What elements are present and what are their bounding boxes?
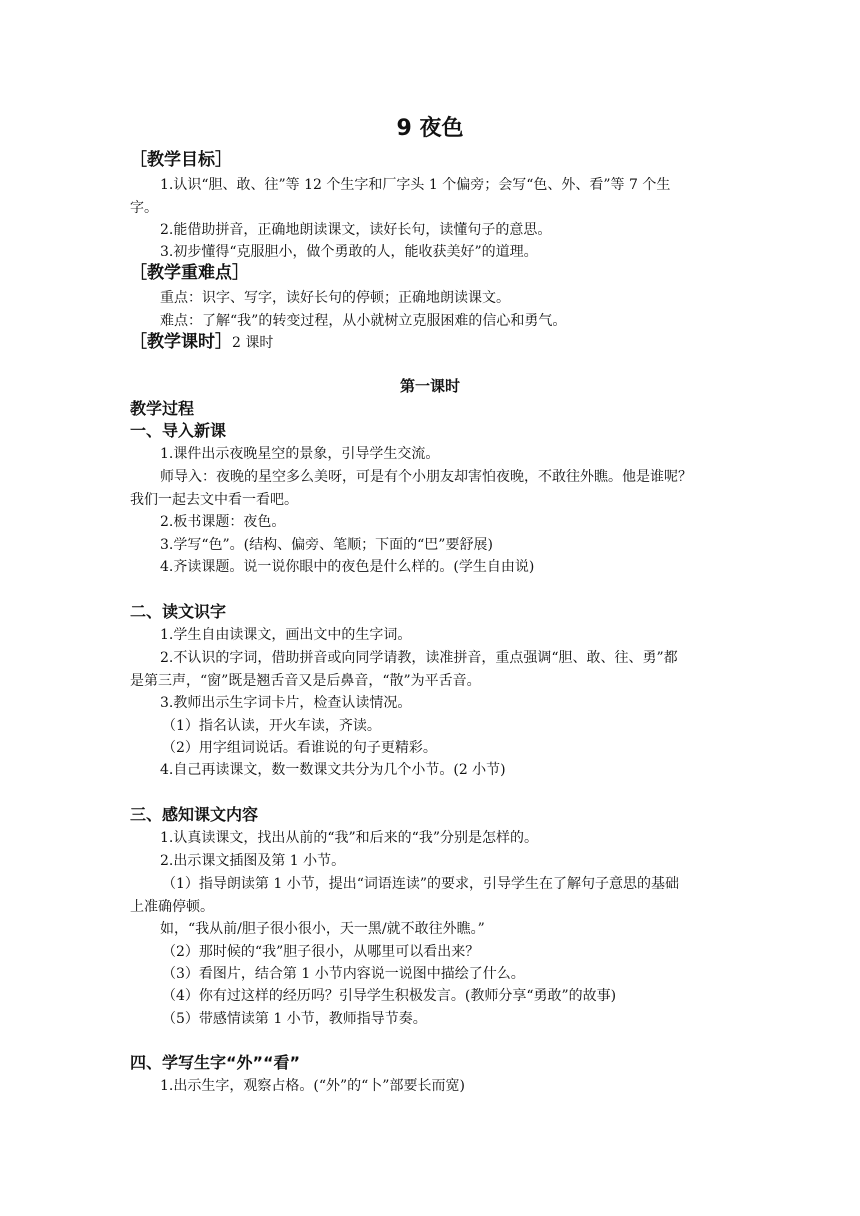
section-2-heading: 二、读文识字 xyxy=(130,602,227,621)
process-heading: 教学过程 xyxy=(130,399,195,418)
section-1-heading: 一、导入新课 xyxy=(130,421,227,440)
goals-line-2: 2.能借助拼音，正确地朗读课文，读好长句，读懂句子的意思。 xyxy=(160,222,552,238)
s3-line-1: 1.认真读课文，找出从前的“我”和后来的“我”分别是怎样的。 xyxy=(160,830,538,846)
s3-line-3: （1）指导朗读第 1 小节，提出“词语连读”的要求，引导学生在了解句子意思的基础 xyxy=(162,876,680,892)
page-title: 9 夜色 xyxy=(396,116,464,141)
keypoints-line-2: 难点：了解“我”的转变过程，从小就树立克服困难的信心和勇气。 xyxy=(160,313,567,329)
s2-line-2-cont: 是第三声，“窗”既是翘舌音又是后鼻音，“散”为平舌音。 xyxy=(130,673,481,689)
s1-line-2-cont: 我们一起去文中看一看吧。 xyxy=(130,492,298,508)
section-4-heading: 四、学写生字“外”“看” xyxy=(130,1053,301,1072)
s3-line-2: 2.出示课文插图及第 1 小节。 xyxy=(160,853,346,869)
s3-line-8: （5）带感情读第 1 小节，教师指导节奏。 xyxy=(162,1011,427,1027)
s2-line-3: 3.教师出示生字词卡片，检查认读情况。 xyxy=(160,695,412,711)
s2-line-5: （2）用字组词说话。看谁说的句子更精彩。 xyxy=(162,740,437,756)
goals-line-3: 3.初步懂得“克服胆小，做个勇敢的人，能收获美好”的道理。 xyxy=(160,244,538,260)
s3-line-6: （3）看图片，结合第 1 小节内容说一说图中描绘了什么。 xyxy=(162,966,525,982)
goals-line-1-cont: 字。 xyxy=(130,200,158,216)
s1-line-3: 2.板书课题：夜色。 xyxy=(160,514,286,530)
s3-line-3-cont: 上准确停顿。 xyxy=(130,899,214,915)
s1-line-4: 3.学写“色”。(结构、偏旁、笔顺；下面的“巴”要舒展) xyxy=(160,537,493,553)
hours-line xyxy=(130,332,273,353)
s2-line-6: 4.自己再读课文，数一数课文共分为几个小节。(2 小节) xyxy=(160,762,506,778)
goals-line-1: 1.认识“胆、敢、往”等 12 个生字和厂字头 1 个偏旁；会写“色、外、看”等 7 个生 xyxy=(160,177,671,193)
hours-heading: ［教学课时］ xyxy=(130,332,232,352)
s1-line-5: 4.齐读课题。说一说你眼中的夜色是什么样的。(学生自由说) xyxy=(160,559,535,575)
s3-line-5: （2）那时候的“我”胆子很小，从哪里可以看出来？ xyxy=(162,944,480,960)
goals-heading: ［教学目标］ xyxy=(130,150,232,170)
s1-line-2: 师导入：夜晚的星空多么美呀，可是有个小朋友却害怕夜晚，不敢往外瞧。他是谁呢？ xyxy=(160,469,692,485)
section-3-heading: 三、感知课文内容 xyxy=(130,805,259,824)
s1-line-1: 1.课件出示夜晚星空的景象，引导学生交流。 xyxy=(160,446,440,462)
s3-line-7: （4）你有过这样的经历吗？引导学生积极发言。(教师分享“勇敢”的故事) xyxy=(162,988,617,1004)
keypoints-line-1: 重点：识字、写字，读好长句的停顿；正确地朗读课文。 xyxy=(160,290,510,306)
s4-line-1: 1.出示生字，观察占格。(“外”的“卜”部要长而宽) xyxy=(160,1078,465,1094)
hours-value: 2 课时 xyxy=(232,335,274,351)
s2-line-2: 2.不认识的字词，借助拼音或向同学请教，读准拼音，重点强调“胆、敢、往、勇”都 xyxy=(160,650,678,666)
keypoints-heading: ［教学重难点］ xyxy=(130,263,249,283)
s3-line-4: 如，“我从前/胆子很小很小，天一黑/就不敢往外瞧。” xyxy=(160,921,485,937)
lesson-1-heading: 第一课时 xyxy=(399,377,460,395)
s2-line-4: （1）指名认读，开火车读，齐读。 xyxy=(162,718,381,734)
s2-line-1: 1.学生自由读课文，画出文中的生字词。 xyxy=(160,627,412,643)
